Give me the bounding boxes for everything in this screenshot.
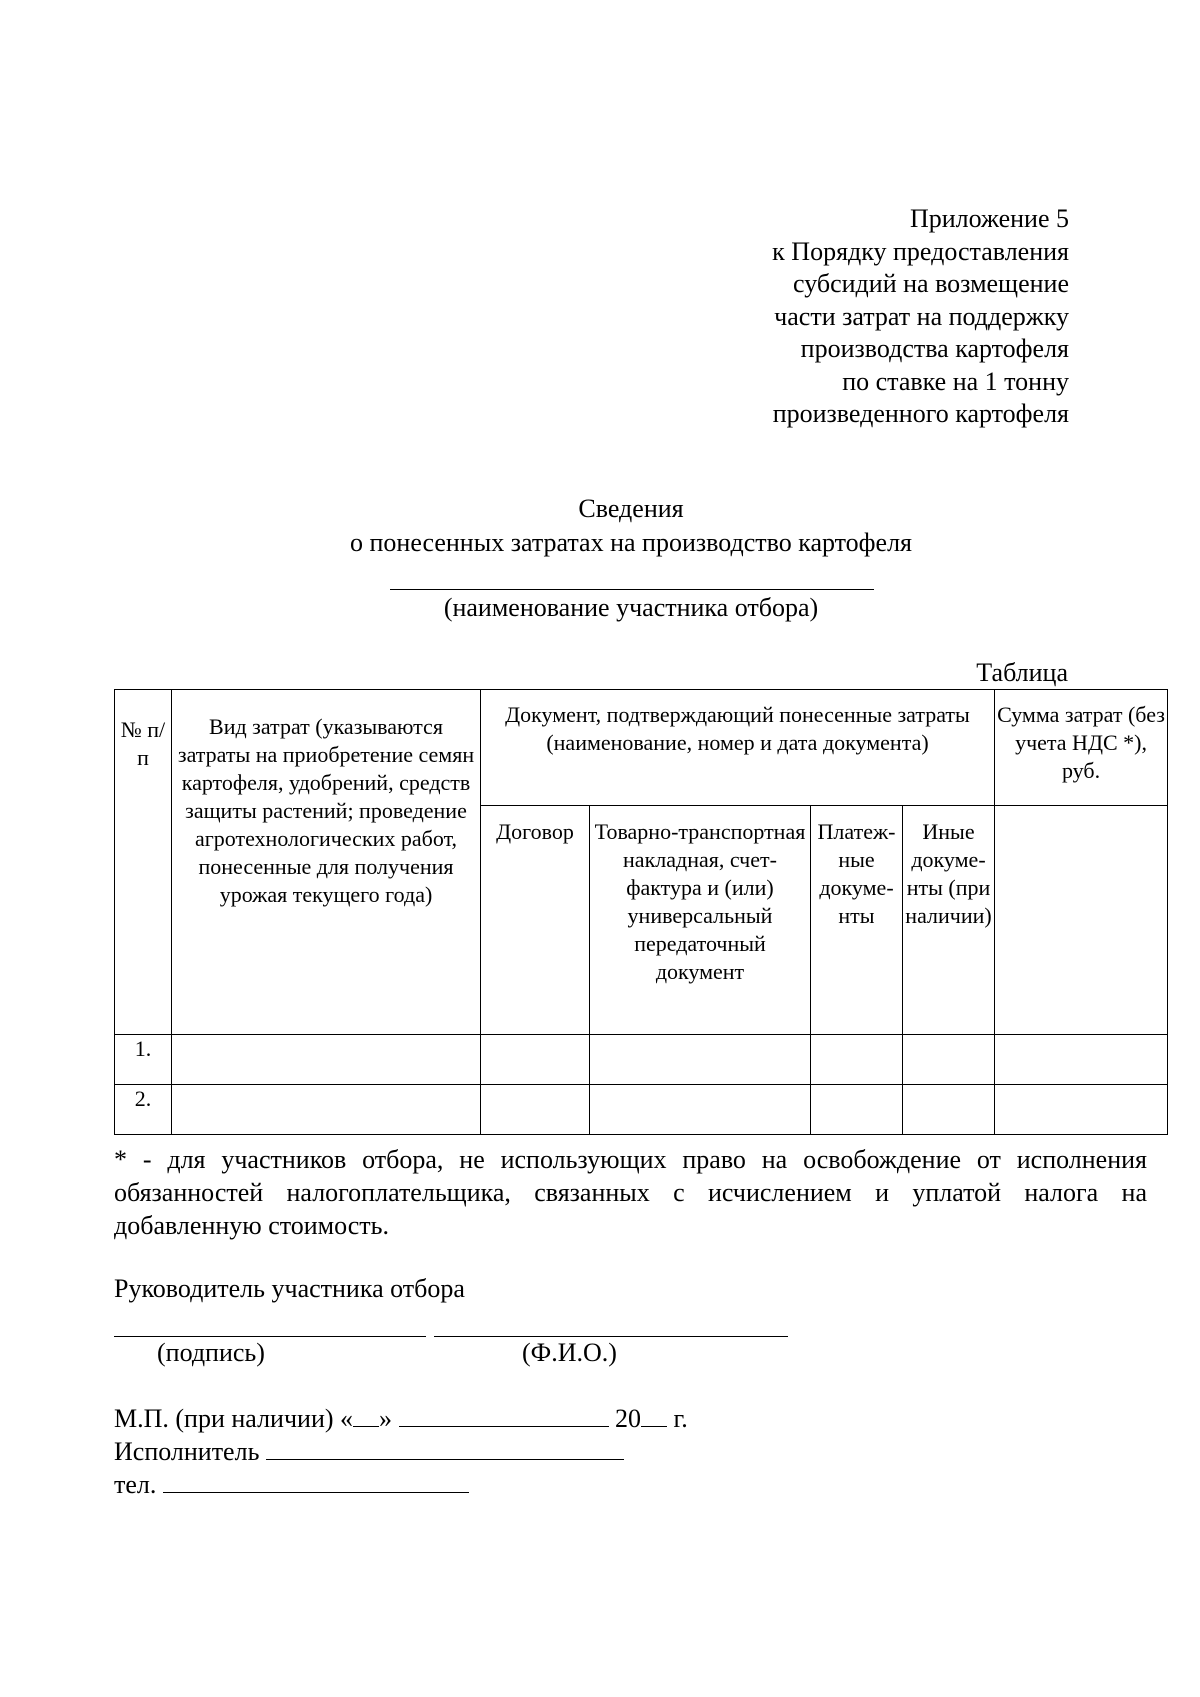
appendix-line: производства картофеля <box>800 334 1069 363</box>
header-contract: Договор <box>481 806 590 1035</box>
year-suffix: г. <box>673 1404 688 1433</box>
cell-other-docs[interactable] <box>903 1035 995 1085</box>
appendix-line: к Порядку предоставления <box>772 236 1069 266</box>
appendix-header <box>772 203 1069 431</box>
table-caption: Таблица <box>976 658 1068 687</box>
document-title <box>0 492 1200 560</box>
appendix-line: по ставке на 1 тонну <box>842 366 1069 396</box>
header-document: Документ, подтверждающий понесенные затраты (наименование, номер и дата документа) <box>481 690 995 806</box>
cell-cost-type[interactable] <box>172 1035 481 1085</box>
phone-label: тел. <box>114 1470 157 1499</box>
table-row <box>115 1085 1168 1135</box>
cell-contract[interactable] <box>481 1035 590 1085</box>
title-line-2: о понесенных затратах на производство картофеля <box>349 528 913 557</box>
header-cost-type: Вид затрат (указываются затраты на приобретение семян картофеля, удобрений, средств защиты растений; проведение агротехнологических работ, понесенные для получения урожая текущего года) <box>172 690 481 1035</box>
participant-name-line[interactable] <box>390 589 874 590</box>
cell-waybill[interactable] <box>590 1035 811 1085</box>
appendix-line: части затрат на поддержку <box>774 301 1069 331</box>
cell-payment-docs[interactable] <box>811 1035 903 1085</box>
stamp-quote-close: » <box>379 1404 393 1433</box>
cell-other-docs[interactable] <box>903 1085 995 1135</box>
participant-name-caption: (наименование участника отбора) <box>443 593 819 622</box>
header-number: № п/п <box>115 690 172 1035</box>
cell-waybill[interactable] <box>590 1085 811 1135</box>
stamp-label: М.П. (при наличии) « <box>114 1404 354 1433</box>
cell-sum[interactable] <box>995 1085 1168 1135</box>
header-payment-docs: Платежные документы <box>811 806 903 1035</box>
signature-caption: (подпись) <box>157 1338 265 1367</box>
table-header-row <box>115 690 1168 806</box>
row-number: 1. <box>115 1035 172 1085</box>
header-waybill: Товарно-транспортная накладная, счет-фактура и (или) универсальный передаточный документ <box>590 806 811 1035</box>
costs-table <box>114 689 1168 1135</box>
phone-blank[interactable] <box>163 1468 469 1493</box>
title-line-1: Сведения <box>578 494 684 523</box>
month-blank[interactable] <box>399 1402 609 1427</box>
executor-blank[interactable] <box>266 1435 624 1460</box>
cell-contract[interactable] <box>481 1085 590 1135</box>
executor-label: Исполнитель <box>114 1437 260 1466</box>
year-prefix: 20 <box>615 1404 642 1433</box>
header-sum: Сумма затрат (без учета НДС *), руб. <box>995 690 1168 806</box>
appendix-line: произведенного картофеля <box>772 399 1069 428</box>
table-row <box>115 1035 1168 1085</box>
appendix-line: Приложение 5 <box>909 204 1069 233</box>
phone-line <box>114 1468 469 1501</box>
cell-sum[interactable] <box>995 1035 1168 1085</box>
footnote: * - для участников отбора, не использующих право на освобождение от исполнения обязанностей налогоплательщика, связанных с исчислением и уплатой налога на добавленную стоимость. <box>114 1145 1147 1240</box>
stamp-date-line <box>114 1402 688 1435</box>
appendix-line: субсидий на возмещение <box>793 269 1069 298</box>
head-label: Руководитель участника отбора <box>114 1274 465 1303</box>
executor-line <box>114 1435 624 1468</box>
header-other-docs: Иные документы (при наличии) <box>903 806 995 1035</box>
fio-caption: (Ф.И.О.) <box>522 1338 617 1367</box>
year-blank[interactable] <box>641 1402 667 1427</box>
cell-cost-type[interactable] <box>172 1085 481 1135</box>
header-sum-empty <box>995 806 1168 1035</box>
day-blank[interactable] <box>353 1402 379 1427</box>
row-number: 2. <box>115 1085 172 1135</box>
cell-payment-docs[interactable] <box>811 1085 903 1135</box>
